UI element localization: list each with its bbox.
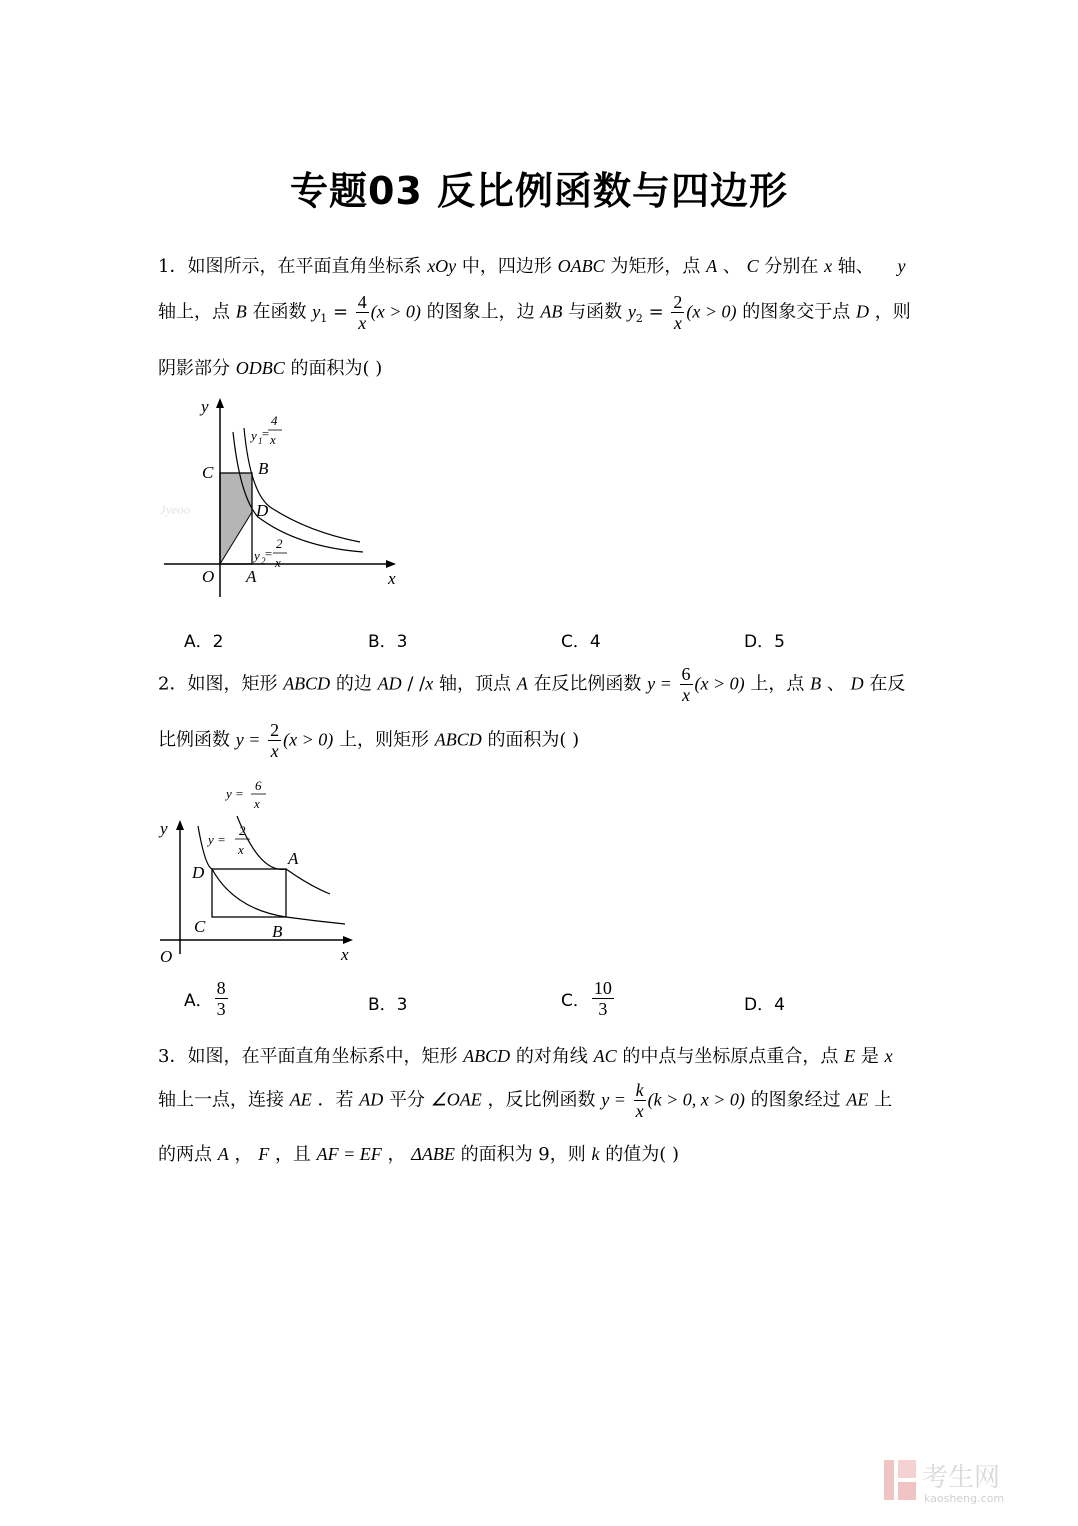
svg-text:y =: y =: [208, 832, 226, 847]
q2-label-D: D: [192, 863, 205, 882]
q2-label-y: y: [160, 819, 168, 838]
svg-text:6: 6: [255, 778, 262, 793]
q1-label-D: D: [256, 501, 269, 520]
q1-label-C: C: [202, 463, 214, 482]
svg-text:y: y: [251, 428, 257, 443]
q2-line-2: 比例函数 y = $\frac{2}{x}$ (x > 0) 上，则矩形 ABCD 的面积为( ): [158, 720, 580, 761]
q2-label-C: C: [194, 917, 206, 936]
q2-fraction-2-over-x: $\frac{2}{x}$: [270, 720, 280, 761]
q2-label-B: B: [272, 922, 283, 941]
svg-text:=: =: [261, 426, 270, 441]
q3-line-3: 的两点 A ， F ，且 AF = EF ， ΔABE 的面积为 9，则 k 的值为( ): [158, 1144, 680, 1165]
q2-figure: [150, 774, 365, 969]
svg-text:2: 2: [261, 556, 266, 566]
svg-text:x: x: [270, 432, 276, 447]
svg-text:y: y: [254, 548, 260, 563]
svg-text:y =: y =: [226, 786, 244, 801]
q1-line-3: 阴影部分 ODBC 的面积为( ): [158, 358, 383, 379]
kaosheng-logo: [882, 1456, 1052, 1506]
q3-fraction-k-over-x: $\frac{k}{x}$: [635, 1080, 644, 1121]
q1-fraction-4-over-x: $\frac{4}{x}$: [357, 292, 367, 333]
q2-curve-6-over-x: [237, 816, 330, 894]
svg-text:x: x: [275, 555, 281, 570]
q1-fraction-2-over-x: $\frac{2}{x}$: [673, 292, 683, 333]
q1-label-O: O: [202, 567, 215, 586]
q2-label-A: A: [288, 849, 299, 868]
q2-line-1: 2．如图，矩形 ABCD 的边 AD / /x 轴，顶点 A 在反比例函数 y = $\frac{6}{x}$ (x > 0) 上，点 B 、 D 在反: [158, 664, 906, 705]
q1-option-d: D．5: [744, 632, 785, 652]
svg-text:2: 2: [276, 536, 283, 551]
q1-label-B: B: [258, 459, 269, 478]
q1-shaded-region: [220, 473, 252, 564]
svg-text:2: 2: [239, 823, 246, 838]
q1-watermark: Jyeoo: [160, 502, 191, 517]
svg-text:x: x: [238, 842, 244, 857]
q2-rectangle-abcd: [212, 869, 286, 917]
q1-line-2: 轴上，点 B 在函数 $y_1$ = $\frac{4}{x}$ (x > 0) 的图象上，边 AB 与函数 $y_2$ = $\frac{2}{x}$ (x > 0) 的图象交于点 D ，则: [158, 292, 911, 333]
q2-option-b: B．3: [368, 995, 408, 1015]
svg-text:kaosheng.com: kaosheng.com: [924, 1492, 1005, 1505]
q1-label-y: y: [201, 397, 209, 416]
q2-option-a: A． $\frac{8}{3}$: [184, 978, 226, 1019]
q1-line-1: 1．如图所示，在平面直角坐标系 xOy 中，四边形 OABC 为矩形，点 A 、 C 分别在 x 轴、 y: [158, 256, 906, 277]
svg-text:1: 1: [258, 436, 263, 446]
kaosheng-logo-mark: [882, 1456, 1052, 1506]
q1-option-b: B．3: [368, 632, 408, 652]
page-title: 专题03 反比例函数与四边形: [289, 169, 789, 213]
svg-text:4: 4: [271, 413, 278, 428]
q1-figure: [158, 392, 408, 604]
q2-fraction-6-over-x: $\frac{6}{x}$: [681, 664, 691, 705]
svg-text:x: x: [254, 796, 260, 811]
q3-line-2: 轴上一点，连接 AE ．若 AD 平分 ∠OAE ，反比例函数 y = $\frac{k}{x}$ (k > 0, x > 0) 的图象经过 AE 上: [158, 1080, 893, 1121]
q1-option-c: C．4: [561, 632, 601, 652]
q2-label-O: O: [160, 947, 173, 966]
q1-option-a: A．2: [184, 632, 224, 652]
q2-option-d: D．4: [744, 995, 785, 1015]
q3-line-1: 3．如图，在平面直角坐标系中，矩形 ABCD 的对角线 AC 的中点与坐标原点重合，点 E 是 x: [158, 1046, 893, 1067]
q1-label-A: A: [246, 567, 257, 586]
q2-label-x: x: [341, 945, 349, 964]
svg-text:考生网: 考生网: [922, 1463, 1001, 1493]
q1-label-x: x: [388, 569, 396, 588]
q2-option-c: C． $\frac{10}{3}$: [561, 978, 612, 1019]
svg-text:=: =: [264, 546, 273, 561]
